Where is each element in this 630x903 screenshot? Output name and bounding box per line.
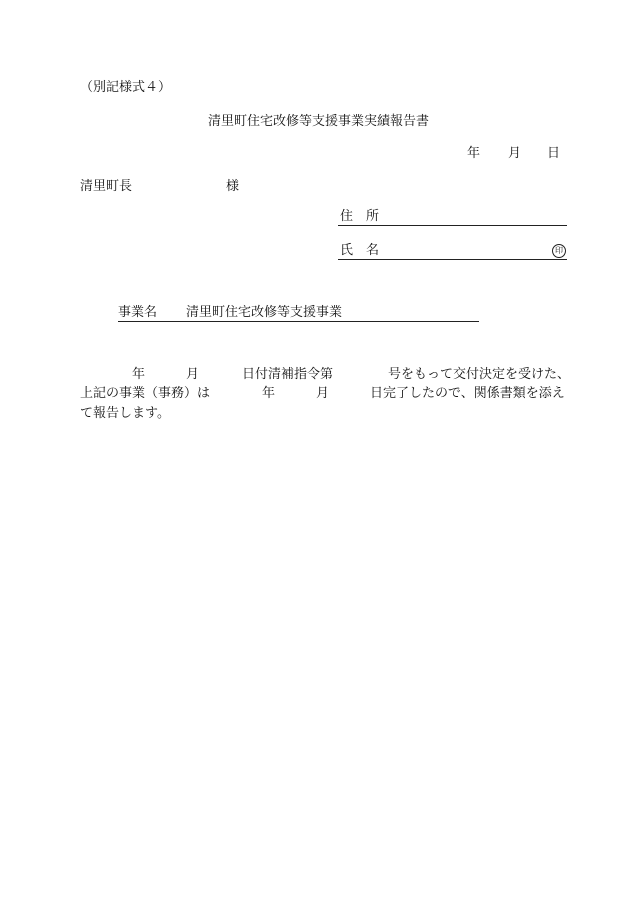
seal-icon [552,243,566,259]
project-name: 清里町住宅改修等支援事業 [186,305,343,320]
body-l1-month: 月 [186,367,200,382]
address-label: 住 所 [340,209,380,224]
addressee-honorific: 様 [226,179,240,194]
body-l2-year: 年 [262,386,276,401]
address-underline [338,225,567,226]
project-underline [118,321,479,322]
document-title: 清里町住宅改修等支援事業実績報告書 [208,114,430,129]
body-l2-tail: 日完了したので、関係書類を添え [370,386,565,401]
body-l1-year: 年 [132,367,146,382]
body-l1-tail: 号をもって交付決定を受けた、 [388,367,571,382]
date-year: 年 [467,146,481,161]
project-label: 事業名 [118,305,158,320]
addressee-name: 清里町長 [80,179,133,194]
form-number: （別記様式４） [80,80,172,95]
body-line-3: て報告します。 [80,406,170,421]
body-l2-month: 月 [316,386,330,401]
name-label: 氏 名 [340,243,380,258]
date-month: 月 [508,146,522,161]
date-day: 日 [547,146,561,161]
name-underline [338,259,567,260]
seal-mark: 印 [552,244,566,258]
body-l1-text: 日付清補指令第 [242,367,334,382]
body-l2-head: 上記の事業（事務）は [80,386,211,401]
